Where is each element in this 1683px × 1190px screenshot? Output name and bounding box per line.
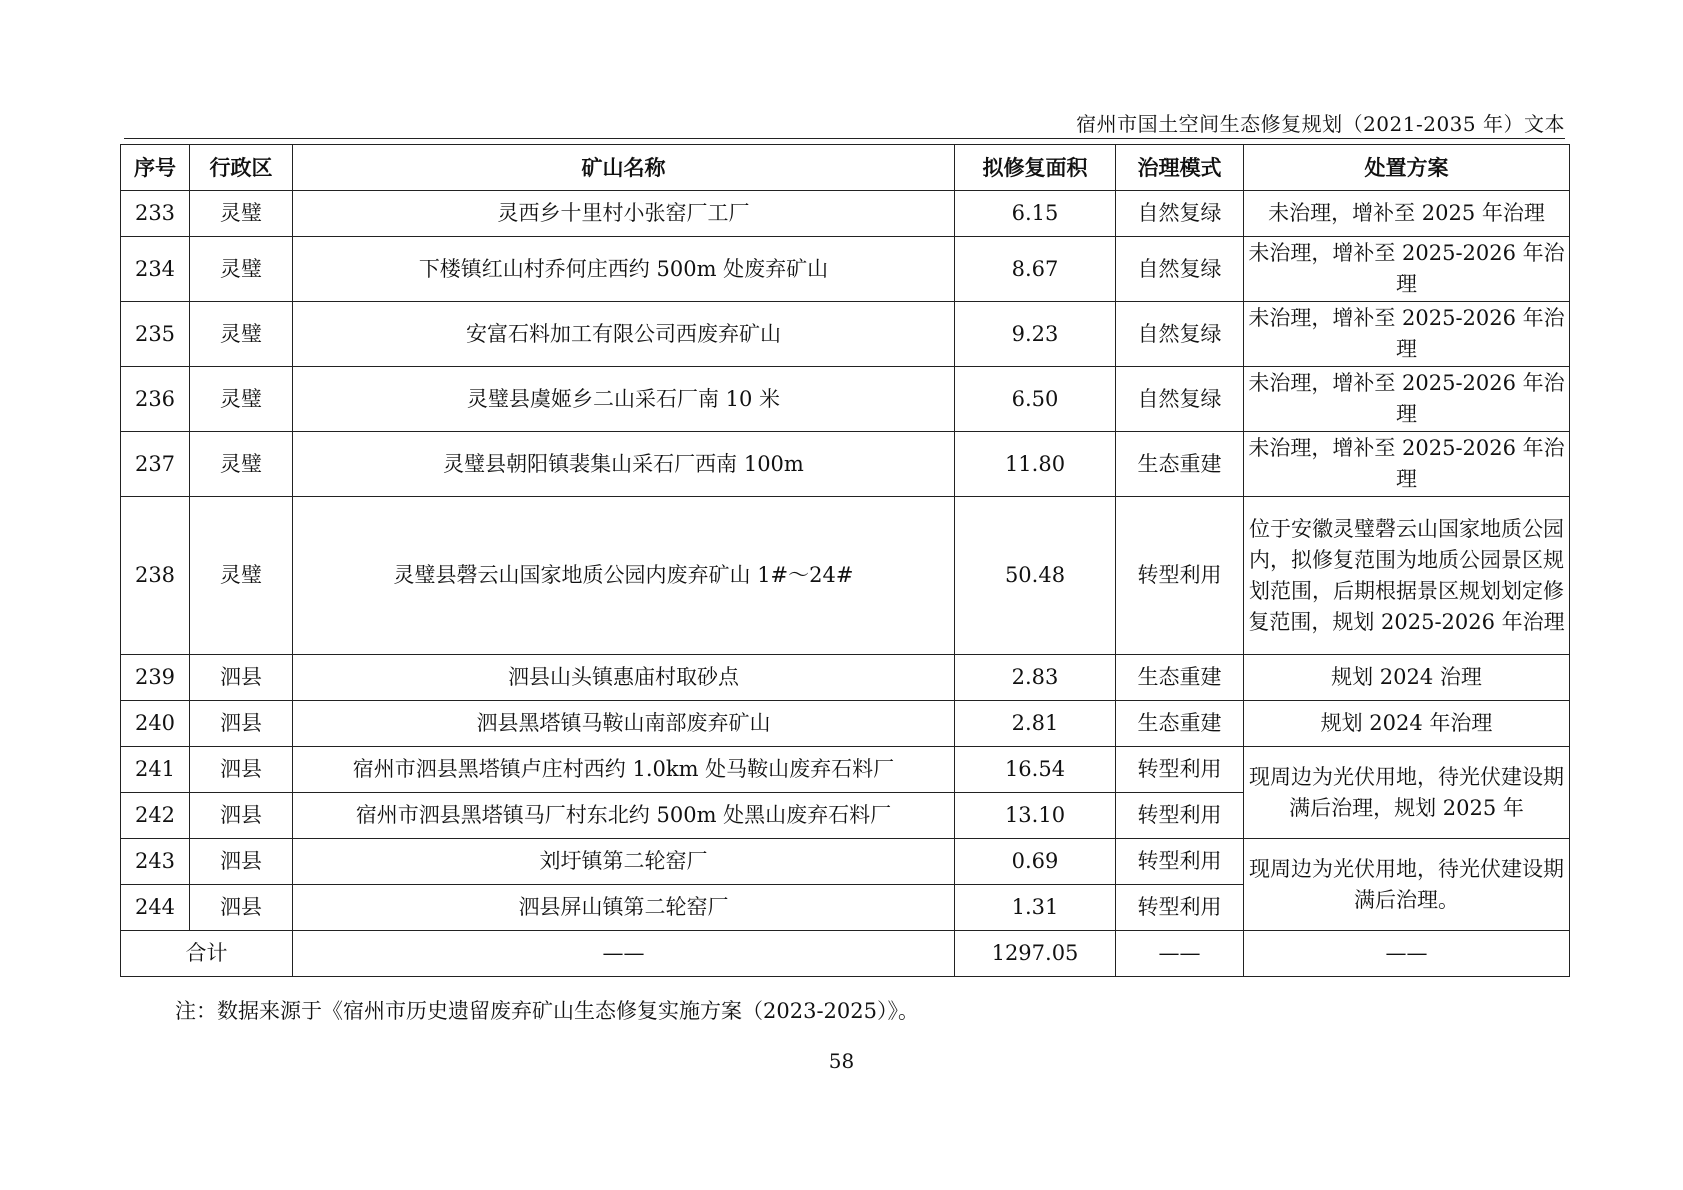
cell-mine-name: 灵璧县虞姬乡二山采石厂南 10 米 bbox=[293, 367, 955, 432]
cell-plan-merged: 现周边为光伏用地，待光伏建设期满后治理，规划 2025 年 bbox=[1244, 747, 1570, 839]
cell-area: 6.50 bbox=[955, 367, 1116, 432]
cell-plan: 未治理，增补至 2025-2026 年治理 bbox=[1244, 237, 1570, 302]
cell-mine-name: 刘圩镇第二轮窑厂 bbox=[293, 839, 955, 885]
cell-area: 6.15 bbox=[955, 191, 1116, 237]
cell-no: 241 bbox=[121, 747, 190, 793]
table-row bbox=[121, 839, 1570, 885]
table-row bbox=[121, 302, 1570, 367]
mine-restoration-table bbox=[120, 144, 1570, 977]
cell-no: 238 bbox=[121, 497, 190, 655]
cell-area: 1.31 bbox=[955, 885, 1116, 931]
column-header-mode: 治理模式 bbox=[1116, 145, 1244, 191]
cell-mine-name: 下楼镇红山村乔何庄西约 500m 处废弃矿山 bbox=[293, 237, 955, 302]
table-header-row bbox=[121, 145, 1570, 191]
cell-district: 泗县 bbox=[190, 701, 293, 747]
table-row bbox=[121, 701, 1570, 747]
column-header-district: 行政区 bbox=[190, 145, 293, 191]
table-row bbox=[121, 497, 1570, 655]
cell-district: 灵璧 bbox=[190, 191, 293, 237]
cell-mode: 自然复绿 bbox=[1116, 237, 1244, 302]
header-rule bbox=[124, 138, 1565, 139]
table-row bbox=[121, 655, 1570, 701]
total-mode: —— bbox=[1116, 931, 1244, 977]
cell-no: 234 bbox=[121, 237, 190, 302]
cell-plan: 未治理，增补至 2025-2026 年治理 bbox=[1244, 302, 1570, 367]
column-header-no: 序号 bbox=[121, 145, 190, 191]
cell-mode: 转型利用 bbox=[1116, 885, 1244, 931]
cell-district: 灵璧 bbox=[190, 302, 293, 367]
cell-no: 242 bbox=[121, 793, 190, 839]
cell-area: 0.69 bbox=[955, 839, 1116, 885]
cell-district: 泗县 bbox=[190, 655, 293, 701]
cell-mine-name: 灵璧县朝阳镇裴集山采石厂西南 100m bbox=[293, 432, 955, 497]
cell-plan: 规划 2024 年治理 bbox=[1244, 701, 1570, 747]
cell-plan-merged: 现周边为光伏用地，待光伏建设期满后治理。 bbox=[1244, 839, 1570, 931]
cell-area: 16.54 bbox=[955, 747, 1116, 793]
document-header-title: 宿州市国土空间生态修复规划（2021-2035 年）文本 bbox=[1076, 112, 1565, 136]
cell-no: 244 bbox=[121, 885, 190, 931]
cell-mine-name: 安富石料加工有限公司西废弃矿山 bbox=[293, 302, 955, 367]
cell-no: 243 bbox=[121, 839, 190, 885]
cell-mine-name: 泗县黑塔镇马鞍山南部废弃矿山 bbox=[293, 701, 955, 747]
cell-plan: 未治理，增补至 2025-2026 年治理 bbox=[1244, 432, 1570, 497]
cell-mode: 生态重建 bbox=[1116, 701, 1244, 747]
cell-area: 13.10 bbox=[955, 793, 1116, 839]
cell-mode: 转型利用 bbox=[1116, 839, 1244, 885]
cell-area: 8.67 bbox=[955, 237, 1116, 302]
cell-mode: 自然复绿 bbox=[1116, 302, 1244, 367]
cell-area: 2.81 bbox=[955, 701, 1116, 747]
cell-mode: 生态重建 bbox=[1116, 432, 1244, 497]
cell-mine-name: 灵璧县磬云山国家地质公园内废弃矿山 1#～24# bbox=[293, 497, 955, 655]
cell-plan: 规划 2024 治理 bbox=[1244, 655, 1570, 701]
cell-mode: 生态重建 bbox=[1116, 655, 1244, 701]
cell-no: 237 bbox=[121, 432, 190, 497]
cell-area: 11.80 bbox=[955, 432, 1116, 497]
cell-mode: 自然复绿 bbox=[1116, 367, 1244, 432]
table-row bbox=[121, 367, 1570, 432]
source-note: 注：数据来源于《宿州市历史遗留废弃矿山生态修复实施方案（2023-2025）》。 bbox=[175, 999, 919, 1023]
table-row bbox=[121, 237, 1570, 302]
total-area: 1297.05 bbox=[955, 931, 1116, 977]
cell-plan: 未治理，增补至 2025-2026 年治理 bbox=[1244, 367, 1570, 432]
cell-district: 灵璧 bbox=[190, 497, 293, 655]
cell-no: 239 bbox=[121, 655, 190, 701]
table-row bbox=[121, 432, 1570, 497]
column-header-plan: 处置方案 bbox=[1244, 145, 1570, 191]
cell-no: 240 bbox=[121, 701, 190, 747]
cell-no: 236 bbox=[121, 367, 190, 432]
table-total-row bbox=[121, 931, 1570, 977]
cell-no: 233 bbox=[121, 191, 190, 237]
cell-district: 泗县 bbox=[190, 885, 293, 931]
cell-no: 235 bbox=[121, 302, 190, 367]
cell-district: 灵璧 bbox=[190, 432, 293, 497]
cell-area: 9.23 bbox=[955, 302, 1116, 367]
cell-district: 灵璧 bbox=[190, 367, 293, 432]
cell-district: 灵璧 bbox=[190, 237, 293, 302]
cell-mine-name: 宿州市泗县黑塔镇卢庄村西约 1.0km 处马鞍山废弃石料厂 bbox=[293, 747, 955, 793]
total-label: 合计 bbox=[121, 931, 293, 977]
cell-area: 50.48 bbox=[955, 497, 1116, 655]
cell-mode: 转型利用 bbox=[1116, 747, 1244, 793]
cell-mode: 转型利用 bbox=[1116, 497, 1244, 655]
column-header-mine-name: 矿山名称 bbox=[293, 145, 955, 191]
table-row bbox=[121, 747, 1570, 793]
cell-district: 泗县 bbox=[190, 793, 293, 839]
cell-district: 泗县 bbox=[190, 839, 293, 885]
cell-mine-name: 宿州市泗县黑塔镇马厂村东北约 500m 处黑山废弃石料厂 bbox=[293, 793, 955, 839]
cell-area: 2.83 bbox=[955, 655, 1116, 701]
cell-district: 泗县 bbox=[190, 747, 293, 793]
total-plan: —— bbox=[1244, 931, 1570, 977]
total-name: —— bbox=[293, 931, 955, 977]
table-row bbox=[121, 191, 1570, 237]
cell-mode: 转型利用 bbox=[1116, 793, 1244, 839]
cell-mode: 自然复绿 bbox=[1116, 191, 1244, 237]
cell-mine-name: 泗县屏山镇第二轮窑厂 bbox=[293, 885, 955, 931]
page-number: 58 bbox=[828, 1049, 855, 1073]
cell-mine-name: 泗县山头镇惠庙村取砂点 bbox=[293, 655, 955, 701]
cell-mine-name: 灵西乡十里村小张窑厂工厂 bbox=[293, 191, 955, 237]
cell-plan: 未治理，增补至 2025 年治理 bbox=[1244, 191, 1570, 237]
column-header-area: 拟修复面积 bbox=[955, 145, 1116, 191]
cell-plan: 位于安徽灵璧磬云山国家地质公园内，拟修复范围为地质公园景区规划范围，后期根据景区规划划定修复范围，规划 2025-2026 年治理 bbox=[1244, 497, 1570, 655]
